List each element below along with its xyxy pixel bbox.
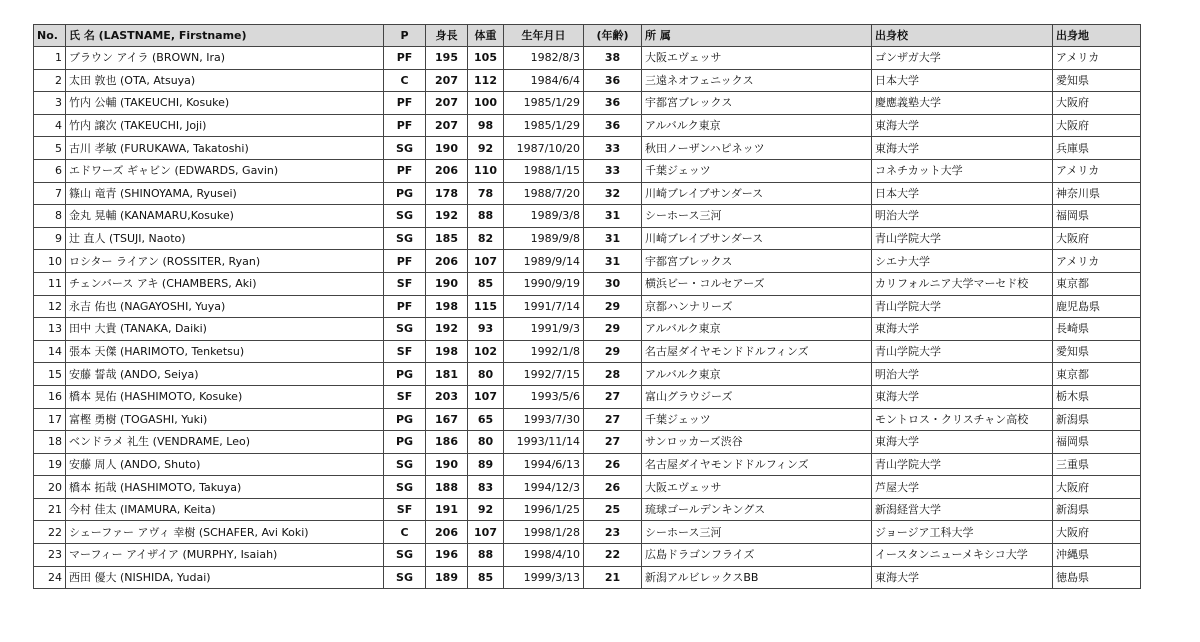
cell-no: 21 xyxy=(34,498,66,521)
cell-team: アルバルク東京 xyxy=(642,114,872,137)
cell-no: 7 xyxy=(34,182,66,205)
cell-weight: 107 xyxy=(468,521,504,544)
cell-school: ジョージア工科大学 xyxy=(872,521,1053,544)
cell-origin: 愛知県 xyxy=(1053,69,1141,92)
cell-school: 青山学院大学 xyxy=(872,227,1053,250)
cell-name: 富樫 勇樹 (TOGASHI, Yuki) xyxy=(66,408,384,431)
table-row xyxy=(34,250,1141,273)
cell-team: 琉球ゴールデンキングス xyxy=(642,498,872,521)
cell-team: アルバルク東京 xyxy=(642,318,872,341)
header-birthdate: 生年月日 xyxy=(504,25,584,47)
cell-school: 青山学院大学 xyxy=(872,453,1053,476)
cell-position: PF xyxy=(384,250,426,273)
table-row xyxy=(34,114,1141,137)
cell-age: 29 xyxy=(584,295,642,318)
cell-birthdate: 1987/10/20 xyxy=(504,137,584,160)
cell-no: 23 xyxy=(34,544,66,567)
table-row xyxy=(34,385,1141,408)
header-origin: 出身地 xyxy=(1053,25,1141,47)
cell-birthdate: 1991/7/14 xyxy=(504,295,584,318)
cell-name: 張本 天傑 (HARIMOTO, Tenketsu) xyxy=(66,340,384,363)
cell-weight: 92 xyxy=(468,137,504,160)
cell-name: マーフィー アイザイア (MURPHY, Isaiah) xyxy=(66,544,384,567)
cell-no: 4 xyxy=(34,114,66,137)
cell-birthdate: 1989/9/14 xyxy=(504,250,584,273)
cell-school: 東海大学 xyxy=(872,385,1053,408)
cell-name: 西田 優大 (NISHIDA, Yudai) xyxy=(66,566,384,589)
cell-team: 大阪エヴェッサ xyxy=(642,476,872,499)
table-row xyxy=(34,431,1141,454)
table-row xyxy=(34,408,1141,431)
cell-weight: 107 xyxy=(468,250,504,273)
cell-team: 川崎ブレイブサンダース xyxy=(642,182,872,205)
table-row xyxy=(34,92,1141,115)
cell-position: PF xyxy=(384,114,426,137)
table-row xyxy=(34,182,1141,205)
cell-birthdate: 1993/7/30 xyxy=(504,408,584,431)
cell-no: 22 xyxy=(34,521,66,544)
cell-name: ブラウン アイラ (BROWN, Ira) xyxy=(66,47,384,70)
cell-school: 東海大学 xyxy=(872,318,1053,341)
cell-birthdate: 1998/1/28 xyxy=(504,521,584,544)
cell-no: 6 xyxy=(34,159,66,182)
cell-weight: 110 xyxy=(468,159,504,182)
cell-height: 206 xyxy=(426,159,468,182)
cell-origin: 栃木県 xyxy=(1053,385,1141,408)
cell-team: 富山グラウジーズ xyxy=(642,385,872,408)
cell-name: エドワーズ ギャビン (EDWARDS, Gavin) xyxy=(66,159,384,182)
cell-origin: 大阪府 xyxy=(1053,92,1141,115)
cell-height: 192 xyxy=(426,318,468,341)
cell-origin: 大阪府 xyxy=(1053,521,1141,544)
cell-age: 36 xyxy=(584,114,642,137)
cell-birthdate: 1988/7/20 xyxy=(504,182,584,205)
cell-name: 永吉 佑也 (NAGAYOSHI, Yuya) xyxy=(66,295,384,318)
cell-team: シーホース三河 xyxy=(642,205,872,228)
cell-age: 33 xyxy=(584,159,642,182)
cell-height: 207 xyxy=(426,69,468,92)
cell-weight: 98 xyxy=(468,114,504,137)
cell-origin: アメリカ xyxy=(1053,47,1141,70)
cell-age: 27 xyxy=(584,408,642,431)
cell-name: 今村 佳太 (IMAMURA, Keita) xyxy=(66,498,384,521)
cell-age: 23 xyxy=(584,521,642,544)
cell-weight: 115 xyxy=(468,295,504,318)
cell-no: 20 xyxy=(34,476,66,499)
cell-height: 207 xyxy=(426,114,468,137)
cell-name: 古川 孝敏 (FURUKAWA, Takatoshi) xyxy=(66,137,384,160)
cell-no: 13 xyxy=(34,318,66,341)
table-row xyxy=(34,340,1141,363)
table-row xyxy=(34,521,1141,544)
cell-team: サンロッカーズ渋谷 xyxy=(642,431,872,454)
cell-school: 芦屋大学 xyxy=(872,476,1053,499)
cell-name: 辻 直人 (TSUJI, Naoto) xyxy=(66,227,384,250)
table-row xyxy=(34,137,1141,160)
cell-name: 安藤 誓哉 (ANDO, Seiya) xyxy=(66,363,384,386)
cell-position: C xyxy=(384,69,426,92)
table-header-row xyxy=(34,25,1141,47)
cell-no: 1 xyxy=(34,47,66,70)
cell-name: チェンバース アキ (CHAMBERS, Aki) xyxy=(66,272,384,295)
header-weight: 体重 xyxy=(468,25,504,47)
cell-height: 190 xyxy=(426,272,468,295)
cell-position: SG xyxy=(384,205,426,228)
cell-no: 12 xyxy=(34,295,66,318)
cell-name: ベンドラメ 礼生 (VENDRAME, Leo) xyxy=(66,431,384,454)
cell-birthdate: 1998/4/10 xyxy=(504,544,584,567)
cell-position: PF xyxy=(384,159,426,182)
cell-school: 慶應義塾大学 xyxy=(872,92,1053,115)
cell-weight: 85 xyxy=(468,566,504,589)
cell-weight: 78 xyxy=(468,182,504,205)
cell-origin: 沖縄県 xyxy=(1053,544,1141,567)
cell-origin: 長崎県 xyxy=(1053,318,1141,341)
cell-age: 31 xyxy=(584,205,642,228)
cell-height: 198 xyxy=(426,295,468,318)
cell-birthdate: 1989/3/8 xyxy=(504,205,584,228)
cell-team: 広島ドラゴンフライズ xyxy=(642,544,872,567)
cell-name: 橋本 晃佑 (HASHIMOTO, Kosuke) xyxy=(66,385,384,408)
cell-no: 9 xyxy=(34,227,66,250)
cell-school: モントロス・クリスチャン高校 xyxy=(872,408,1053,431)
cell-team: アルバルク東京 xyxy=(642,363,872,386)
cell-name: 篠山 竜青 (SHINOYAMA, Ryusei) xyxy=(66,182,384,205)
cell-weight: 65 xyxy=(468,408,504,431)
cell-school: コネチカット大学 xyxy=(872,159,1053,182)
cell-school: 東海大学 xyxy=(872,137,1053,160)
cell-team: 名古屋ダイヤモンドドルフィンズ xyxy=(642,453,872,476)
cell-origin: 東京都 xyxy=(1053,363,1141,386)
cell-birthdate: 1994/12/3 xyxy=(504,476,584,499)
cell-name: 金丸 晃輔 (KANAMARU,Kosuke) xyxy=(66,205,384,228)
cell-team: 三遠ネオフェニックス xyxy=(642,69,872,92)
cell-position: SG xyxy=(384,318,426,341)
cell-school: 青山学院大学 xyxy=(872,340,1053,363)
cell-weight: 102 xyxy=(468,340,504,363)
cell-team: 新潟アルビレックスBB xyxy=(642,566,872,589)
cell-no: 11 xyxy=(34,272,66,295)
cell-height: 186 xyxy=(426,431,468,454)
cell-position: SF xyxy=(384,498,426,521)
cell-name: 竹内 公輔 (TAKEUCHI, Kosuke) xyxy=(66,92,384,115)
cell-school: 明治大学 xyxy=(872,363,1053,386)
cell-height: 198 xyxy=(426,340,468,363)
cell-birthdate: 1993/5/6 xyxy=(504,385,584,408)
cell-no: 10 xyxy=(34,250,66,273)
cell-school: 東海大学 xyxy=(872,566,1053,589)
cell-weight: 80 xyxy=(468,363,504,386)
cell-no: 2 xyxy=(34,69,66,92)
table-row xyxy=(34,476,1141,499)
cell-origin: 東京都 xyxy=(1053,272,1141,295)
cell-no: 3 xyxy=(34,92,66,115)
cell-team: 京都ハンナリーズ xyxy=(642,295,872,318)
cell-age: 38 xyxy=(584,47,642,70)
cell-age: 31 xyxy=(584,227,642,250)
cell-birthdate: 1993/11/14 xyxy=(504,431,584,454)
cell-origin: 愛知県 xyxy=(1053,340,1141,363)
cell-school: 日本大学 xyxy=(872,69,1053,92)
cell-age: 27 xyxy=(584,385,642,408)
header-position: P xyxy=(384,25,426,47)
cell-birthdate: 1992/7/15 xyxy=(504,363,584,386)
cell-school: 東海大学 xyxy=(872,114,1053,137)
cell-origin: 兵庫県 xyxy=(1053,137,1141,160)
cell-name: 橋本 拓哉 (HASHIMOTO, Takuya) xyxy=(66,476,384,499)
table-row xyxy=(34,295,1141,318)
table-row xyxy=(34,205,1141,228)
cell-weight: 92 xyxy=(468,498,504,521)
cell-birthdate: 1999/3/13 xyxy=(504,566,584,589)
cell-no: 16 xyxy=(34,385,66,408)
cell-position: PG xyxy=(384,431,426,454)
cell-height: 195 xyxy=(426,47,468,70)
cell-team: 宇都宮ブレックス xyxy=(642,92,872,115)
cell-team: シーホース三河 xyxy=(642,521,872,544)
table-row xyxy=(34,566,1141,589)
cell-no: 14 xyxy=(34,340,66,363)
cell-birthdate: 1990/9/19 xyxy=(504,272,584,295)
cell-height: 206 xyxy=(426,521,468,544)
cell-position: C xyxy=(384,521,426,544)
table-row xyxy=(34,69,1141,92)
cell-origin: 福岡県 xyxy=(1053,431,1141,454)
cell-team: 千葉ジェッツ xyxy=(642,159,872,182)
cell-position: SG xyxy=(384,227,426,250)
cell-name: 竹内 譲次 (TAKEUCHI, Joji) xyxy=(66,114,384,137)
cell-position: PF xyxy=(384,295,426,318)
cell-weight: 82 xyxy=(468,227,504,250)
cell-age: 36 xyxy=(584,92,642,115)
table-row xyxy=(34,363,1141,386)
cell-height: 190 xyxy=(426,453,468,476)
roster-sheet xyxy=(33,24,1141,589)
cell-name: 安藤 周人 (ANDO, Shuto) xyxy=(66,453,384,476)
cell-age: 33 xyxy=(584,137,642,160)
cell-height: 203 xyxy=(426,385,468,408)
cell-weight: 107 xyxy=(468,385,504,408)
cell-no: 19 xyxy=(34,453,66,476)
table-body xyxy=(34,47,1141,589)
cell-weight: 83 xyxy=(468,476,504,499)
cell-origin: アメリカ xyxy=(1053,159,1141,182)
cell-birthdate: 1982/8/3 xyxy=(504,47,584,70)
cell-origin: 徳島県 xyxy=(1053,566,1141,589)
cell-team: 名古屋ダイヤモンドドルフィンズ xyxy=(642,340,872,363)
cell-height: 190 xyxy=(426,137,468,160)
cell-team: 宇都宮ブレックス xyxy=(642,250,872,273)
cell-position: SG xyxy=(384,453,426,476)
cell-origin: アメリカ xyxy=(1053,250,1141,273)
header-age: (年齢) xyxy=(584,25,642,47)
cell-origin: 新潟県 xyxy=(1053,408,1141,431)
cell-age: 21 xyxy=(584,566,642,589)
cell-birthdate: 1996/1/25 xyxy=(504,498,584,521)
table-row xyxy=(34,272,1141,295)
cell-origin: 大阪府 xyxy=(1053,476,1141,499)
cell-age: 36 xyxy=(584,69,642,92)
table-row xyxy=(34,227,1141,250)
cell-weight: 100 xyxy=(468,92,504,115)
cell-origin: 福岡県 xyxy=(1053,205,1141,228)
cell-age: 27 xyxy=(584,431,642,454)
cell-weight: 105 xyxy=(468,47,504,70)
cell-school: 青山学院大学 xyxy=(872,295,1053,318)
cell-position: PF xyxy=(384,92,426,115)
table-row xyxy=(34,544,1141,567)
cell-team: 横浜ビー・コルセアーズ xyxy=(642,272,872,295)
cell-height: 189 xyxy=(426,566,468,589)
cell-no: 8 xyxy=(34,205,66,228)
cell-weight: 80 xyxy=(468,431,504,454)
cell-no: 24 xyxy=(34,566,66,589)
cell-position: PF xyxy=(384,47,426,70)
cell-height: 181 xyxy=(426,363,468,386)
cell-age: 26 xyxy=(584,453,642,476)
cell-age: 29 xyxy=(584,340,642,363)
header-team: 所 属 xyxy=(642,25,872,47)
cell-height: 192 xyxy=(426,205,468,228)
header-school: 出身校 xyxy=(872,25,1053,47)
cell-school: 新潟経営大学 xyxy=(872,498,1053,521)
cell-position: SF xyxy=(384,272,426,295)
cell-position: SG xyxy=(384,137,426,160)
cell-origin: 大阪府 xyxy=(1053,114,1141,137)
cell-birthdate: 1989/9/8 xyxy=(504,227,584,250)
cell-birthdate: 1992/1/8 xyxy=(504,340,584,363)
cell-position: SG xyxy=(384,476,426,499)
table-row xyxy=(34,453,1141,476)
cell-age: 29 xyxy=(584,318,642,341)
cell-weight: 88 xyxy=(468,205,504,228)
cell-team: 川崎ブレイブサンダース xyxy=(642,227,872,250)
cell-no: 5 xyxy=(34,137,66,160)
cell-age: 31 xyxy=(584,250,642,273)
cell-birthdate: 1994/6/13 xyxy=(504,453,584,476)
table-row xyxy=(34,159,1141,182)
cell-birthdate: 1984/6/4 xyxy=(504,69,584,92)
cell-height: 185 xyxy=(426,227,468,250)
cell-position: PG xyxy=(384,182,426,205)
table-row xyxy=(34,498,1141,521)
cell-height: 196 xyxy=(426,544,468,567)
cell-name: ロシター ライアン (ROSSITER, Ryan) xyxy=(66,250,384,273)
cell-team: 大阪エヴェッサ xyxy=(642,47,872,70)
cell-age: 26 xyxy=(584,476,642,499)
cell-position: PG xyxy=(384,363,426,386)
cell-origin: 三重県 xyxy=(1053,453,1141,476)
player-roster-table xyxy=(33,24,1141,589)
cell-school: シエナ大学 xyxy=(872,250,1053,273)
cell-school: カリフォルニア大学マーセド校 xyxy=(872,272,1053,295)
cell-team: 秋田ノーザンハピネッツ xyxy=(642,137,872,160)
cell-name: シェーファー アヴィ 幸樹 (SCHAFER, Avi Koki) xyxy=(66,521,384,544)
cell-height: 178 xyxy=(426,182,468,205)
cell-age: 25 xyxy=(584,498,642,521)
cell-weight: 88 xyxy=(468,544,504,567)
cell-school: 日本大学 xyxy=(872,182,1053,205)
cell-age: 32 xyxy=(584,182,642,205)
cell-position: SG xyxy=(384,544,426,567)
cell-height: 206 xyxy=(426,250,468,273)
cell-weight: 93 xyxy=(468,318,504,341)
cell-name: 太田 敦也 (OTA, Atsuya) xyxy=(66,69,384,92)
cell-birthdate: 1985/1/29 xyxy=(504,92,584,115)
cell-age: 28 xyxy=(584,363,642,386)
cell-position: SG xyxy=(384,566,426,589)
cell-height: 191 xyxy=(426,498,468,521)
cell-age: 30 xyxy=(584,272,642,295)
cell-age: 22 xyxy=(584,544,642,567)
table-row xyxy=(34,47,1141,70)
table-row xyxy=(34,318,1141,341)
header-name: 氏 名 (LASTNAME, Firstname) xyxy=(66,25,384,47)
cell-name: 田中 大貴 (TANAKA, Daiki) xyxy=(66,318,384,341)
cell-origin: 神奈川県 xyxy=(1053,182,1141,205)
cell-birthdate: 1991/9/3 xyxy=(504,318,584,341)
cell-school: 明治大学 xyxy=(872,205,1053,228)
cell-position: SF xyxy=(384,385,426,408)
cell-birthdate: 1985/1/29 xyxy=(504,114,584,137)
cell-no: 18 xyxy=(34,431,66,454)
cell-origin: 鹿児島県 xyxy=(1053,295,1141,318)
cell-weight: 112 xyxy=(468,69,504,92)
cell-school: イースタンニューメキシコ大学 xyxy=(872,544,1053,567)
cell-birthdate: 1988/1/15 xyxy=(504,159,584,182)
header-height: 身長 xyxy=(426,25,468,47)
cell-position: SF xyxy=(384,340,426,363)
cell-team: 千葉ジェッツ xyxy=(642,408,872,431)
header-no: No. xyxy=(34,25,66,47)
cell-weight: 89 xyxy=(468,453,504,476)
cell-no: 15 xyxy=(34,363,66,386)
cell-height: 188 xyxy=(426,476,468,499)
cell-school: 東海大学 xyxy=(872,431,1053,454)
cell-position: PG xyxy=(384,408,426,431)
cell-height: 167 xyxy=(426,408,468,431)
cell-school: ゴンザガ大学 xyxy=(872,47,1053,70)
cell-origin: 大阪府 xyxy=(1053,227,1141,250)
cell-weight: 85 xyxy=(468,272,504,295)
cell-height: 207 xyxy=(426,92,468,115)
cell-no: 17 xyxy=(34,408,66,431)
cell-origin: 新潟県 xyxy=(1053,498,1141,521)
